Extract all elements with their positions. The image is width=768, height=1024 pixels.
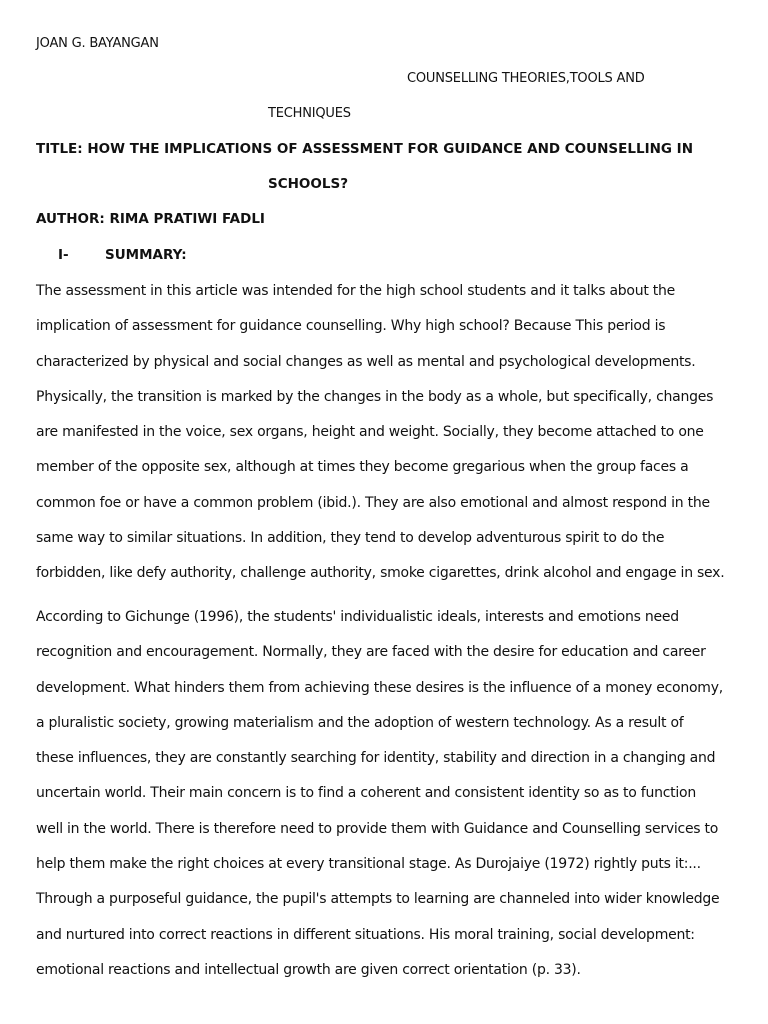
paragraph-line: same way to similar situations. In addition, they tend to develop adventurous spirit to do the xyxy=(36,530,665,547)
paragraph-line: are manifested in the voice, sex organs, height and weight. Socially, they become attached to one xyxy=(36,424,704,441)
paragraph-line: According to Gichunge (1996), the students' individualistic ideals, interests and emotions need xyxy=(36,609,679,625)
paragraph-line: help them make the right choices at every transitional stage. As Durojaiye (1972) rightly puts it:... xyxy=(36,856,701,873)
paragraph-line: Physically, the transition is marked by the changes in the body as a whole, but specifically, changes xyxy=(36,388,714,405)
paragraph-line: well in the world. There is therefore need to provide them with Guidance and Counselling services to xyxy=(36,820,719,837)
paragraph-line: member of the opposite sex, although at times they become gregarious when the group faces a xyxy=(36,459,689,476)
paragraph-line: these influences, they are constantly searching for identity, stability and direction in a changing and xyxy=(36,750,716,767)
paragraph-line: The assessment in this article was intended for the high school students and it talks about the xyxy=(36,283,676,299)
course-title-line1: COUNSELLING THEORIES,TOOLS AND xyxy=(407,71,645,86)
paragraph-line: development. What hinders them from achieving these desires is the influence of a money economy, xyxy=(36,679,723,696)
paragraph-line: a pluralistic society, growing materialism and the adoption of western technology. As a result of xyxy=(36,714,684,731)
summary-paragraph-2 xyxy=(36,608,736,996)
paragraph-line: and nurtured into correct reactions in different situations. His moral training, social development: xyxy=(36,926,695,943)
document-title-line2: SCHOOLS? xyxy=(268,176,349,192)
paragraph-line: uncertain world. Their main concern is to find a coherent and consistent identity so as to function xyxy=(36,785,696,802)
section-number: I- xyxy=(58,247,69,263)
paragraph-line: recognition and encouragement. Normally, they are faced with the desire for education and career xyxy=(36,644,706,661)
article-author: AUTHOR: RIMA PRATIWI FADLI xyxy=(36,211,265,227)
paragraph-line: common foe or have a common problem (ibid.). They are also emotional and almost respond in the xyxy=(36,494,710,511)
paragraph-line: characterized by physical and social changes as well as mental and psychological developments. xyxy=(36,353,696,370)
course-title-line2: TECHNIQUES xyxy=(268,106,351,121)
document-title-line1: TITLE: HOW THE IMPLICATIONS OF ASSESSMENT FOR GUIDANCE AND COUNSELLING IN xyxy=(36,141,693,157)
paragraph-line: emotional reactions and intellectual growth are given correct orientation (p. 33). xyxy=(36,961,581,978)
student-name: JOAN G. BAYANGAN xyxy=(36,36,159,51)
paragraph-line: forbidden, like defy authority, challenge authority, smoke cigarettes, drink alcohol and engage in sex. xyxy=(36,565,725,582)
section-heading: SUMMARY: xyxy=(105,247,187,263)
paragraph-line: Through a purposeful guidance, the pupil's attempts to learning are channeled into wider knowledge xyxy=(36,891,720,908)
summary-paragraph-1 xyxy=(36,282,736,600)
paragraph-line: implication of assessment for guidance counselling. Why high school? Because This period is xyxy=(36,318,666,335)
